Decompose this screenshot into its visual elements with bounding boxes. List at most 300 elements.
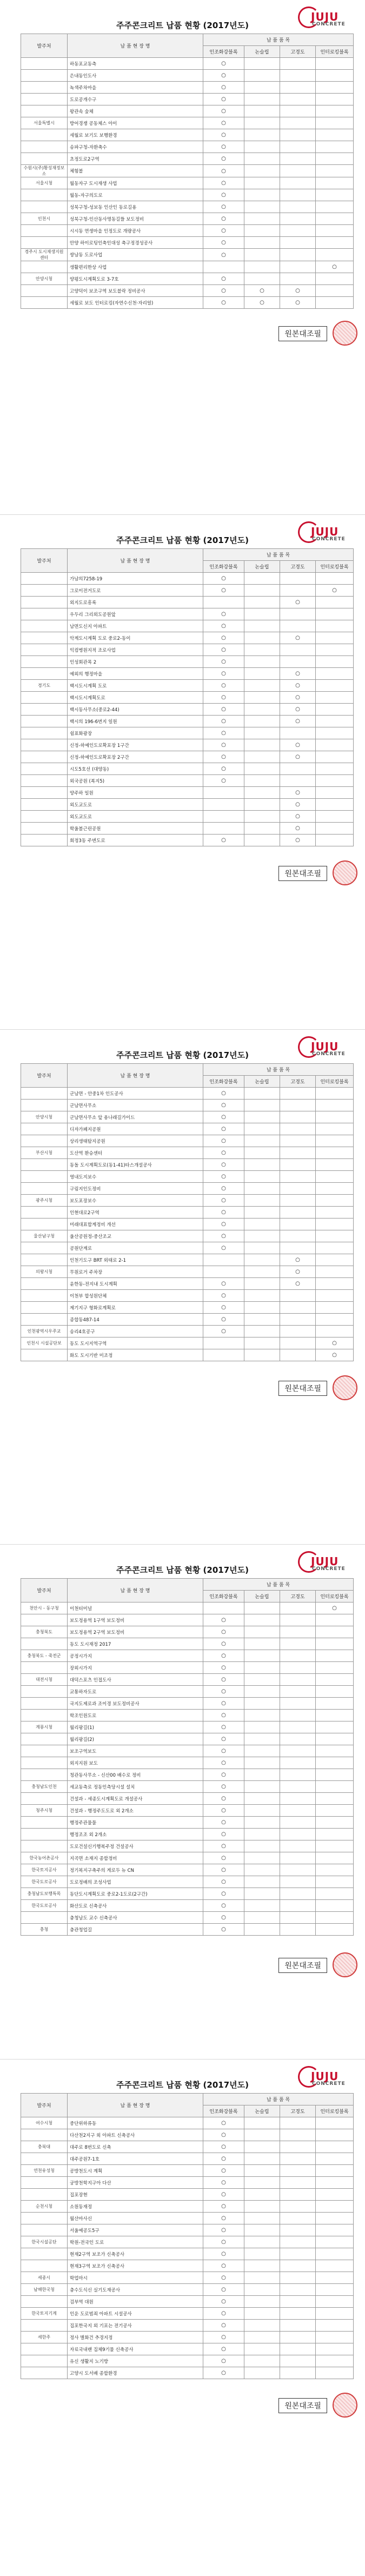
row-product-mark: ○ bbox=[203, 2177, 244, 2189]
row-product-mark: ○ bbox=[203, 1698, 244, 1710]
row-product-mark bbox=[280, 249, 316, 261]
company-seal-icon bbox=[333, 321, 357, 346]
row-category bbox=[21, 644, 68, 656]
delivery-table bbox=[21, 1578, 354, 1936]
logo-text: JUJU bbox=[311, 2070, 339, 2083]
row-site-name: 정사 별화건 추경지정 bbox=[68, 2332, 203, 2343]
row-product-mark bbox=[244, 1864, 280, 1876]
header-product: 논슬립 bbox=[244, 46, 280, 58]
row-product-mark bbox=[280, 177, 316, 189]
row-product-mark bbox=[316, 823, 354, 835]
row-product-mark bbox=[244, 237, 280, 249]
row-site-name: 이천터미널 bbox=[68, 1602, 203, 1614]
table-row bbox=[21, 1840, 354, 1852]
row-product-mark bbox=[316, 237, 354, 249]
table-row bbox=[21, 620, 354, 632]
row-category bbox=[21, 1088, 68, 1100]
row-site-name: 군남면사무소 bbox=[68, 1100, 203, 1111]
logo-text: JUJU bbox=[311, 1040, 339, 1053]
row-product-mark bbox=[280, 1100, 316, 1111]
row-product-mark bbox=[280, 58, 316, 70]
row-product-mark: ○ bbox=[203, 58, 244, 70]
row-product-mark bbox=[280, 775, 316, 787]
table-row bbox=[21, 285, 354, 297]
row-site-name: 디자가폐지공원 bbox=[68, 1123, 203, 1135]
row-product-mark bbox=[280, 117, 316, 129]
row-product-mark: ○ bbox=[203, 237, 244, 249]
row-site-name: 장외시가지 bbox=[68, 1662, 203, 1674]
table-row bbox=[21, 1626, 354, 1638]
row-product-mark bbox=[244, 739, 280, 751]
row-product-mark bbox=[244, 727, 280, 739]
row-product-mark: ○ bbox=[203, 82, 244, 94]
row-category bbox=[21, 129, 68, 141]
row-category bbox=[21, 2260, 68, 2272]
row-product-mark bbox=[280, 1733, 316, 1745]
page-title: 주주콘크리트 납품 현황 (2017년도) bbox=[116, 1565, 249, 1575]
row-product-mark: ○ bbox=[203, 1900, 244, 1912]
logo-subtext: CONCRETE bbox=[312, 1051, 346, 1057]
table-row bbox=[21, 1852, 354, 1864]
row-product-mark bbox=[316, 2260, 354, 2272]
row-product-mark bbox=[280, 2248, 316, 2260]
row-product-mark bbox=[280, 2224, 316, 2236]
row-product-mark bbox=[244, 632, 280, 644]
row-product-mark bbox=[203, 787, 244, 799]
row-product-mark bbox=[244, 692, 280, 704]
row-site-name: 대주공원7-1호 bbox=[68, 2153, 203, 2165]
row-product-mark bbox=[203, 1349, 244, 1361]
table-row bbox=[21, 680, 354, 692]
table-row bbox=[21, 2308, 354, 2320]
row-product-mark bbox=[280, 2213, 316, 2224]
row-product-mark bbox=[244, 153, 280, 165]
row-product-mark: ○ bbox=[203, 1195, 244, 1207]
table-row bbox=[21, 1147, 354, 1159]
row-category: 인천시 bbox=[21, 213, 68, 225]
row-product-mark bbox=[316, 775, 354, 787]
row-product-mark: ○ bbox=[203, 273, 244, 285]
table-row bbox=[21, 1278, 354, 1290]
row-product-mark bbox=[316, 1864, 354, 1876]
table-row bbox=[21, 1337, 354, 1349]
row-product-mark: ○ bbox=[203, 94, 244, 105]
table-row bbox=[21, 1230, 354, 1242]
row-product-mark bbox=[244, 2141, 280, 2153]
row-site-name: 신정-하예인도로확포장 2구간 bbox=[68, 751, 203, 763]
table-row bbox=[21, 117, 354, 129]
row-product-mark: ○ bbox=[203, 213, 244, 225]
row-site-name: 구림지인도정비 bbox=[68, 1183, 203, 1195]
row-site-name: 공정시가지 bbox=[68, 1650, 203, 1662]
row-site-name: 학울볼근린공원 bbox=[68, 823, 203, 835]
row-category bbox=[21, 1710, 68, 1721]
row-product-mark bbox=[316, 1207, 354, 1219]
table-row bbox=[21, 835, 354, 846]
row-product-mark: ○ bbox=[203, 2117, 244, 2129]
table-row bbox=[21, 1111, 354, 1123]
row-site-name: 국지도제로과 조이경 보도정비공사 bbox=[68, 1698, 203, 1710]
row-product-mark bbox=[316, 739, 354, 751]
row-product-mark: ○ bbox=[244, 297, 280, 309]
row-category bbox=[21, 1757, 68, 1769]
row-product-mark bbox=[316, 1840, 354, 1852]
delivery-table bbox=[21, 34, 354, 309]
row-product-mark bbox=[316, 1135, 354, 1147]
row-site-name: 세월로 보도 인터로킹(자연수신천·자리얼) bbox=[68, 297, 203, 309]
row-product-mark bbox=[244, 1733, 280, 1745]
row-product-mark bbox=[316, 58, 354, 70]
row-product-mark: ○ bbox=[203, 249, 244, 261]
row-product-mark bbox=[280, 1207, 316, 1219]
row-product-mark bbox=[316, 2308, 354, 2320]
table-row bbox=[21, 141, 354, 153]
table-row bbox=[21, 165, 354, 177]
table-row bbox=[21, 1266, 354, 1278]
row-product-mark bbox=[244, 1757, 280, 1769]
row-product-mark bbox=[316, 656, 354, 668]
row-product-mark bbox=[280, 727, 316, 739]
row-product-mark bbox=[316, 1852, 354, 1864]
row-product-mark bbox=[316, 1159, 354, 1171]
header-category: 발주처 bbox=[21, 34, 68, 58]
row-site-name: 외지지원 보도 bbox=[68, 1757, 203, 1769]
row-product-mark: ○ bbox=[203, 1614, 244, 1626]
table-row bbox=[21, 823, 354, 835]
row-product-mark: ○ bbox=[280, 739, 316, 751]
row-category bbox=[21, 1219, 68, 1230]
row-product-mark: ○ bbox=[203, 1326, 244, 1337]
row-product-mark: ○ bbox=[203, 2224, 244, 2236]
row-product-mark: ○ bbox=[203, 775, 244, 787]
row-product-mark: ○ bbox=[203, 2272, 244, 2284]
row-product-mark: ○ bbox=[203, 2141, 244, 2153]
row-product-mark bbox=[244, 189, 280, 201]
table-row bbox=[21, 297, 354, 309]
row-product-mark bbox=[280, 2272, 316, 2284]
row-site-name: 외국공원 (복지5) bbox=[68, 775, 203, 787]
row-product-mark bbox=[244, 787, 280, 799]
row-product-mark bbox=[244, 2308, 280, 2320]
row-product-mark: ○ bbox=[203, 716, 244, 727]
row-product-mark bbox=[244, 261, 280, 273]
row-product-mark: ○ bbox=[316, 585, 354, 597]
table-row bbox=[21, 1290, 354, 1302]
row-product-mark bbox=[244, 1638, 280, 1650]
row-product-mark bbox=[316, 1242, 354, 1254]
row-product-mark: ○ bbox=[203, 1290, 244, 1302]
row-category bbox=[21, 787, 68, 799]
row-product-mark bbox=[280, 1805, 316, 1817]
row-product-mark bbox=[244, 1840, 280, 1852]
row-product-mark bbox=[244, 644, 280, 656]
row-product-mark: ○ bbox=[280, 692, 316, 704]
row-product-mark bbox=[244, 249, 280, 261]
row-product-mark bbox=[280, 2308, 316, 2320]
row-product-mark bbox=[244, 2272, 280, 2284]
row-product-mark bbox=[280, 1111, 316, 1123]
row-category bbox=[21, 2189, 68, 2201]
table-row bbox=[21, 1100, 354, 1111]
table-row bbox=[21, 644, 354, 656]
table-row bbox=[21, 189, 354, 201]
table-row bbox=[21, 94, 354, 105]
row-product-mark bbox=[280, 763, 316, 775]
row-product-mark bbox=[244, 573, 280, 585]
row-product-mark bbox=[244, 668, 280, 680]
row-product-mark bbox=[244, 2224, 280, 2236]
row-product-mark bbox=[316, 1698, 354, 1710]
row-product-mark bbox=[316, 213, 354, 225]
row-product-mark: ○ bbox=[203, 656, 244, 668]
row-product-mark: ○ bbox=[244, 285, 280, 297]
row-product-mark: ○ bbox=[203, 1793, 244, 1805]
row-product-mark bbox=[244, 1674, 280, 1686]
table-row bbox=[21, 1219, 354, 1230]
page-title: 주주콘크리트 납품 현황 (2017년도) bbox=[116, 535, 249, 545]
table-row bbox=[21, 1781, 354, 1793]
header-product: 인조화강블록 bbox=[203, 2105, 244, 2117]
original-certified-label: 원본대조필 bbox=[278, 2398, 327, 2413]
row-product-mark bbox=[280, 608, 316, 620]
row-product-mark: ○ bbox=[316, 1349, 354, 1361]
row-category: 청주시청 bbox=[21, 1805, 68, 1817]
row-category: 수원시(주)황성재정보소 bbox=[21, 165, 68, 177]
row-category bbox=[21, 1100, 68, 1111]
row-site-name: 양평도시계획도로 3-7호 bbox=[68, 273, 203, 285]
row-product-mark bbox=[316, 1805, 354, 1817]
row-category bbox=[21, 153, 68, 165]
row-product-mark bbox=[280, 70, 316, 82]
row-product-mark: ○ bbox=[203, 2129, 244, 2141]
row-product-mark: ○ bbox=[203, 751, 244, 763]
table-row bbox=[21, 1733, 354, 1745]
row-product-mark bbox=[280, 237, 316, 249]
row-site-name: 백시도시계획도로 bbox=[68, 692, 203, 704]
row-category: 세한주 bbox=[21, 2332, 68, 2343]
company-seal-icon bbox=[333, 1952, 357, 1977]
row-product-mark bbox=[280, 273, 316, 285]
row-product-mark bbox=[316, 1757, 354, 1769]
row-product-mark: ○ bbox=[203, 2236, 244, 2248]
row-site-name: 쉼표화광장 bbox=[68, 727, 203, 739]
row-category bbox=[21, 2213, 68, 2224]
row-product-mark bbox=[316, 1662, 354, 1674]
row-product-mark: ○ bbox=[203, 1805, 244, 1817]
row-product-mark bbox=[244, 1900, 280, 1912]
row-category bbox=[21, 1662, 68, 1674]
row-category bbox=[21, 1171, 68, 1183]
table-row bbox=[21, 608, 354, 620]
table-row bbox=[21, 2332, 354, 2343]
table-row bbox=[21, 2272, 354, 2284]
row-product-mark bbox=[316, 2189, 354, 2201]
row-product-mark bbox=[280, 2141, 316, 2153]
table-row bbox=[21, 573, 354, 585]
row-product-mark bbox=[244, 225, 280, 237]
row-product-mark bbox=[280, 656, 316, 668]
row-site-name: 교통하자도로 bbox=[68, 1686, 203, 1698]
row-product-mark bbox=[280, 201, 316, 213]
table-row bbox=[21, 2343, 354, 2355]
table-row bbox=[21, 129, 354, 141]
company-seal-icon bbox=[333, 1375, 357, 1400]
row-product-mark: ○ bbox=[316, 261, 354, 273]
row-product-mark bbox=[244, 763, 280, 775]
table-row bbox=[21, 1817, 354, 1829]
row-site-name: 울산공원정-중산조교 bbox=[68, 1230, 203, 1242]
table-row bbox=[21, 1314, 354, 1326]
row-category bbox=[21, 2224, 68, 2236]
row-site-name: 생활편리한상 사업 bbox=[68, 261, 203, 273]
row-product-mark bbox=[316, 2284, 354, 2296]
row-product-mark bbox=[244, 2260, 280, 2272]
row-product-mark bbox=[280, 2284, 316, 2296]
row-product-mark bbox=[244, 1349, 280, 1361]
row-category bbox=[21, 1183, 68, 1195]
row-category: 남해한국청 bbox=[21, 2284, 68, 2296]
row-category bbox=[21, 1638, 68, 1650]
row-product-mark: ○ bbox=[203, 117, 244, 129]
row-site-name: 동도 도시재정 2017 bbox=[68, 1638, 203, 1650]
row-category bbox=[21, 2367, 68, 2379]
row-product-mark bbox=[316, 1183, 354, 1195]
row-product-mark bbox=[316, 1888, 354, 1900]
row-product-mark: ○ bbox=[280, 597, 316, 608]
row-site-name: 고양시 도서배 종합환경 bbox=[68, 2367, 203, 2379]
company-seal-icon bbox=[333, 2393, 357, 2418]
table-row bbox=[21, 1721, 354, 1733]
row-product-mark bbox=[244, 1314, 280, 1326]
table-row bbox=[21, 1159, 354, 1171]
row-product-mark bbox=[244, 1888, 280, 1900]
row-product-mark: ○ bbox=[203, 1135, 244, 1147]
row-product-mark bbox=[316, 2224, 354, 2236]
row-product-mark bbox=[316, 2236, 354, 2248]
header-product: 인조화강블록 bbox=[203, 1591, 244, 1602]
table-row bbox=[21, 2367, 354, 2379]
row-product-mark bbox=[316, 1817, 354, 1829]
row-product-mark bbox=[316, 799, 354, 811]
table-row bbox=[21, 2177, 354, 2189]
row-product-mark bbox=[280, 1195, 316, 1207]
row-product-mark: ○ bbox=[203, 1769, 244, 1781]
row-site-name: 외지도로흥록 bbox=[68, 597, 203, 608]
row-product-mark: ○ bbox=[203, 2248, 244, 2260]
row-product-mark bbox=[316, 1793, 354, 1805]
row-product-mark: ○ bbox=[203, 189, 244, 201]
row-product-mark bbox=[244, 1626, 280, 1638]
row-product-mark: ○ bbox=[203, 2213, 244, 2224]
row-site-name: 익컴병원지적 조로사업 bbox=[68, 644, 203, 656]
row-site-name: 회정3동 주변도로 bbox=[68, 835, 203, 846]
delivery-table bbox=[21, 1063, 354, 1361]
row-product-mark bbox=[280, 1219, 316, 1230]
row-category: 충청 bbox=[21, 1924, 68, 1936]
row-product-mark: ○ bbox=[203, 2153, 244, 2165]
row-category bbox=[21, 1135, 68, 1147]
row-site-name: 고양덕이 보조구역 보도블락 정비공사 bbox=[68, 285, 203, 297]
row-product-mark bbox=[203, 1337, 244, 1349]
header-product: 고경도 bbox=[280, 561, 316, 573]
row-product-mark bbox=[280, 2332, 316, 2343]
row-product-mark bbox=[244, 201, 280, 213]
row-category bbox=[21, 2129, 68, 2141]
company-seal-icon bbox=[333, 860, 357, 885]
row-product-mark bbox=[244, 1337, 280, 1349]
table-row bbox=[21, 153, 354, 165]
row-product-mark bbox=[316, 1088, 354, 1100]
row-product-mark bbox=[280, 1698, 316, 1710]
row-category: 한국토지기계 bbox=[21, 2308, 68, 2320]
row-product-mark: ○ bbox=[203, 1876, 244, 1888]
row-product-mark bbox=[244, 835, 280, 846]
row-product-mark: ○ bbox=[280, 668, 316, 680]
row-product-mark bbox=[316, 2177, 354, 2189]
row-site-name: 외도교도로 bbox=[68, 799, 203, 811]
row-product-mark bbox=[316, 668, 354, 680]
row-product-mark bbox=[316, 1745, 354, 1757]
page-title: 주주콘크리트 납품 현황 (2017년도) bbox=[116, 1050, 249, 1060]
row-product-mark bbox=[244, 1326, 280, 1337]
row-product-mark bbox=[316, 1171, 354, 1183]
logo-text: JUJU bbox=[311, 1555, 339, 1568]
row-site-name: 보도포장보수 bbox=[68, 1195, 203, 1207]
row-site-name: 방어경쟁 공동체스 아이 bbox=[68, 117, 203, 129]
row-category bbox=[21, 1290, 68, 1302]
row-product-mark bbox=[280, 1840, 316, 1852]
row-product-mark: ○ bbox=[203, 70, 244, 82]
row-product-mark bbox=[280, 1686, 316, 1698]
row-product-mark bbox=[316, 177, 354, 189]
row-category bbox=[21, 1793, 68, 1805]
row-category bbox=[21, 1769, 68, 1781]
row-product-mark bbox=[244, 1769, 280, 1781]
row-site-name: 중단위하류동 bbox=[68, 2117, 203, 2129]
row-site-name: 세월로 보기도 보행환경 bbox=[68, 129, 203, 141]
row-site-name: 그로이전거도로 bbox=[68, 585, 203, 597]
header-product: 논슬립 bbox=[244, 1076, 280, 1088]
row-product-mark bbox=[280, 1159, 316, 1171]
row-product-mark bbox=[280, 1337, 316, 1349]
original-certified-label: 원본대조필 bbox=[278, 1958, 327, 1973]
row-product-mark bbox=[280, 1888, 316, 1900]
row-product-mark bbox=[280, 82, 316, 94]
row-category: 한국토지공사 bbox=[21, 1864, 68, 1876]
row-category: 광주시청 bbox=[21, 1195, 68, 1207]
row-product-mark bbox=[244, 1171, 280, 1183]
row-site-name: 건설과 - 세종도시계획도로 개설공사 bbox=[68, 1793, 203, 1805]
row-category bbox=[21, 189, 68, 201]
table-row bbox=[21, 1638, 354, 1650]
row-category bbox=[21, 2320, 68, 2332]
row-category bbox=[21, 597, 68, 608]
row-category bbox=[21, 608, 68, 620]
table-row bbox=[21, 1135, 354, 1147]
row-site-name: 윤한동-전지내 도시계획 bbox=[68, 1278, 203, 1290]
row-category bbox=[21, 835, 68, 846]
row-product-mark bbox=[280, 1314, 316, 1326]
row-category bbox=[21, 1614, 68, 1626]
logo-subtext: CONCRETE bbox=[312, 2081, 346, 2087]
row-category bbox=[21, 585, 68, 597]
row-product-mark bbox=[280, 1781, 316, 1793]
row-product-mark bbox=[316, 1876, 354, 1888]
row-product-mark bbox=[244, 1219, 280, 1230]
row-category bbox=[21, 573, 68, 585]
row-product-mark: ○ bbox=[203, 2260, 244, 2272]
table-row bbox=[21, 2320, 354, 2332]
